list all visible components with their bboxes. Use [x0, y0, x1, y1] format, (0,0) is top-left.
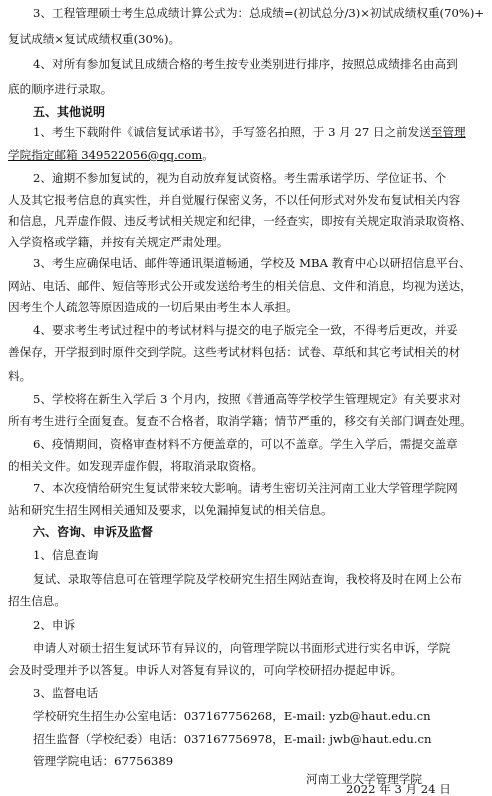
- s6-sub1-line1: 复试、录取等信息可在管理学院及学校研究生招生网站查询，我校将及时在网上公布: [33, 572, 462, 586]
- email-link-part1[interactable]: 至管理: [430, 125, 466, 139]
- s5-p2-line2: 人及其它报考信息的真实性，并自觉履行保密义务，不以任何形式对外发布复试相关内容: [8, 193, 461, 207]
- s5-p7-line1: 7、本次疫情给研究生复试带来较大影响。请考生密切关注河南工业大学管理学院网: [33, 481, 458, 495]
- email-link-part2[interactable]: 学院指定邮箱 349522056@qq.com: [8, 148, 203, 162]
- s6-sub2: 2、申诉: [33, 618, 76, 632]
- item4-line2: 底的顺序进行录取。: [8, 82, 113, 96]
- s5-p4-line2: 善保存，开学报到时原件交到学院。这些考试材料包括：试卷、草纸和其它考试相关的材: [8, 345, 461, 359]
- s5-p1-text: 1、考生下载附件《诚信复试承诺书》，手写签名拍照，于 3 月 27 日之前发送: [33, 125, 431, 139]
- phone-line-3: 管理学院电话：67756389: [33, 754, 174, 768]
- s5-p2-line3: 和信息，凡弄虚作假、违反考试相关规定和纪律，一经查实，即按有关规定取消录取资格、: [8, 214, 472, 228]
- s5-p3-line3: 因考生个人疏忽等原因造成的一切后果由考生本人承担。: [8, 300, 298, 314]
- item4-line1: 4、对所有参加复试且成绩合格的考生按专业类别进行排序，按照总成绩排名由高到: [33, 57, 458, 71]
- s5-p4-line3: 料。: [8, 369, 32, 383]
- s5-p4-line1: 4、要求考生考试过程中的考试材料与提交的电子版完全一致，不得考后更改，并妥: [33, 323, 458, 337]
- s5-p5-line1: 5、学校将在新生入学后 3 个月内，按照《普通高等学校学生管理规定》有关要求对: [33, 392, 461, 406]
- s5-p1-line2: [8, 148, 214, 162]
- s5-p5-line2: 所有考生进行全面复查。复查不合格者，取消学籍；情节严重的，移交有关部门调查处理。: [8, 414, 472, 428]
- signature-date: 2022 年 3 月 24 日: [346, 782, 451, 796]
- signature-org: 河南工业大学管理学院: [306, 772, 422, 786]
- section6-heading: 六、咨询、申诉及监督: [33, 525, 154, 539]
- s5-p3-line1: 3、考生应确保电话、邮件等通讯渠道畅通，学校及 MBA 教育中心以研招信息平台、: [33, 256, 471, 270]
- section5-heading: 五、其他说明: [33, 105, 106, 119]
- s5-p1-end: 。: [202, 148, 214, 162]
- phone-line-1: 学校研究生招生办公室电话：037167756268，E-mail: yzb@haut.edu.cn: [33, 709, 431, 723]
- s5-p6-line1: 6、疫情期间，资格审查材料不方便盖章的，可以不盖章。学生入学后，需提交盖章: [33, 437, 458, 451]
- s6-sub2-line2: 会及时受理并予以答复。申诉人对答复有异议的，可向学校研招办提起申诉。: [8, 663, 403, 677]
- phone-line-2: 招生监督（学校纪委）电话：037167756978，E-mail: jwb@haut.edu.cn: [33, 732, 432, 746]
- s5-p7-line2: 站和研究生招生网相关通知及要求，以免漏掉复试的相关信息。: [8, 503, 333, 517]
- item3-line1: 3、工程管理硕士考生总成绩计算公式为：总成绩=(初试总分/3)×初试成绩权重(70%)+: [33, 6, 485, 20]
- s5-p2-line4: 入学资格或学籍，并按有关规定严肃处理。: [8, 235, 229, 249]
- s6-sub2-line1: 申请人对硕士招生复试环节有异议的，向管理学院以书面形式进行实名申诉，学院: [33, 641, 451, 655]
- s5-p2-line1: 2、逾期不参加复试的，视为自动放弃复试资格。考生需承诺学历、学位证书、个: [33, 171, 447, 185]
- item3-line2: 复试成绩×复试成绩权重(30%)。: [8, 32, 181, 46]
- s6-sub1-line2: 招生信息。: [8, 594, 66, 608]
- s6-sub1: 1、信息查询: [33, 548, 99, 562]
- s6-sub3: 3、监督电话: [33, 686, 99, 700]
- s5-p1-line1: [33, 125, 466, 139]
- s5-p3-line2: 网站、电话、邮件、短信等形式公开或发送给考生的相关信息、文件和消息，均视为送达，: [8, 279, 472, 293]
- s5-p6-line2: 的相关文件。如发现弄虚作假，将取消录取资格。: [8, 459, 264, 473]
